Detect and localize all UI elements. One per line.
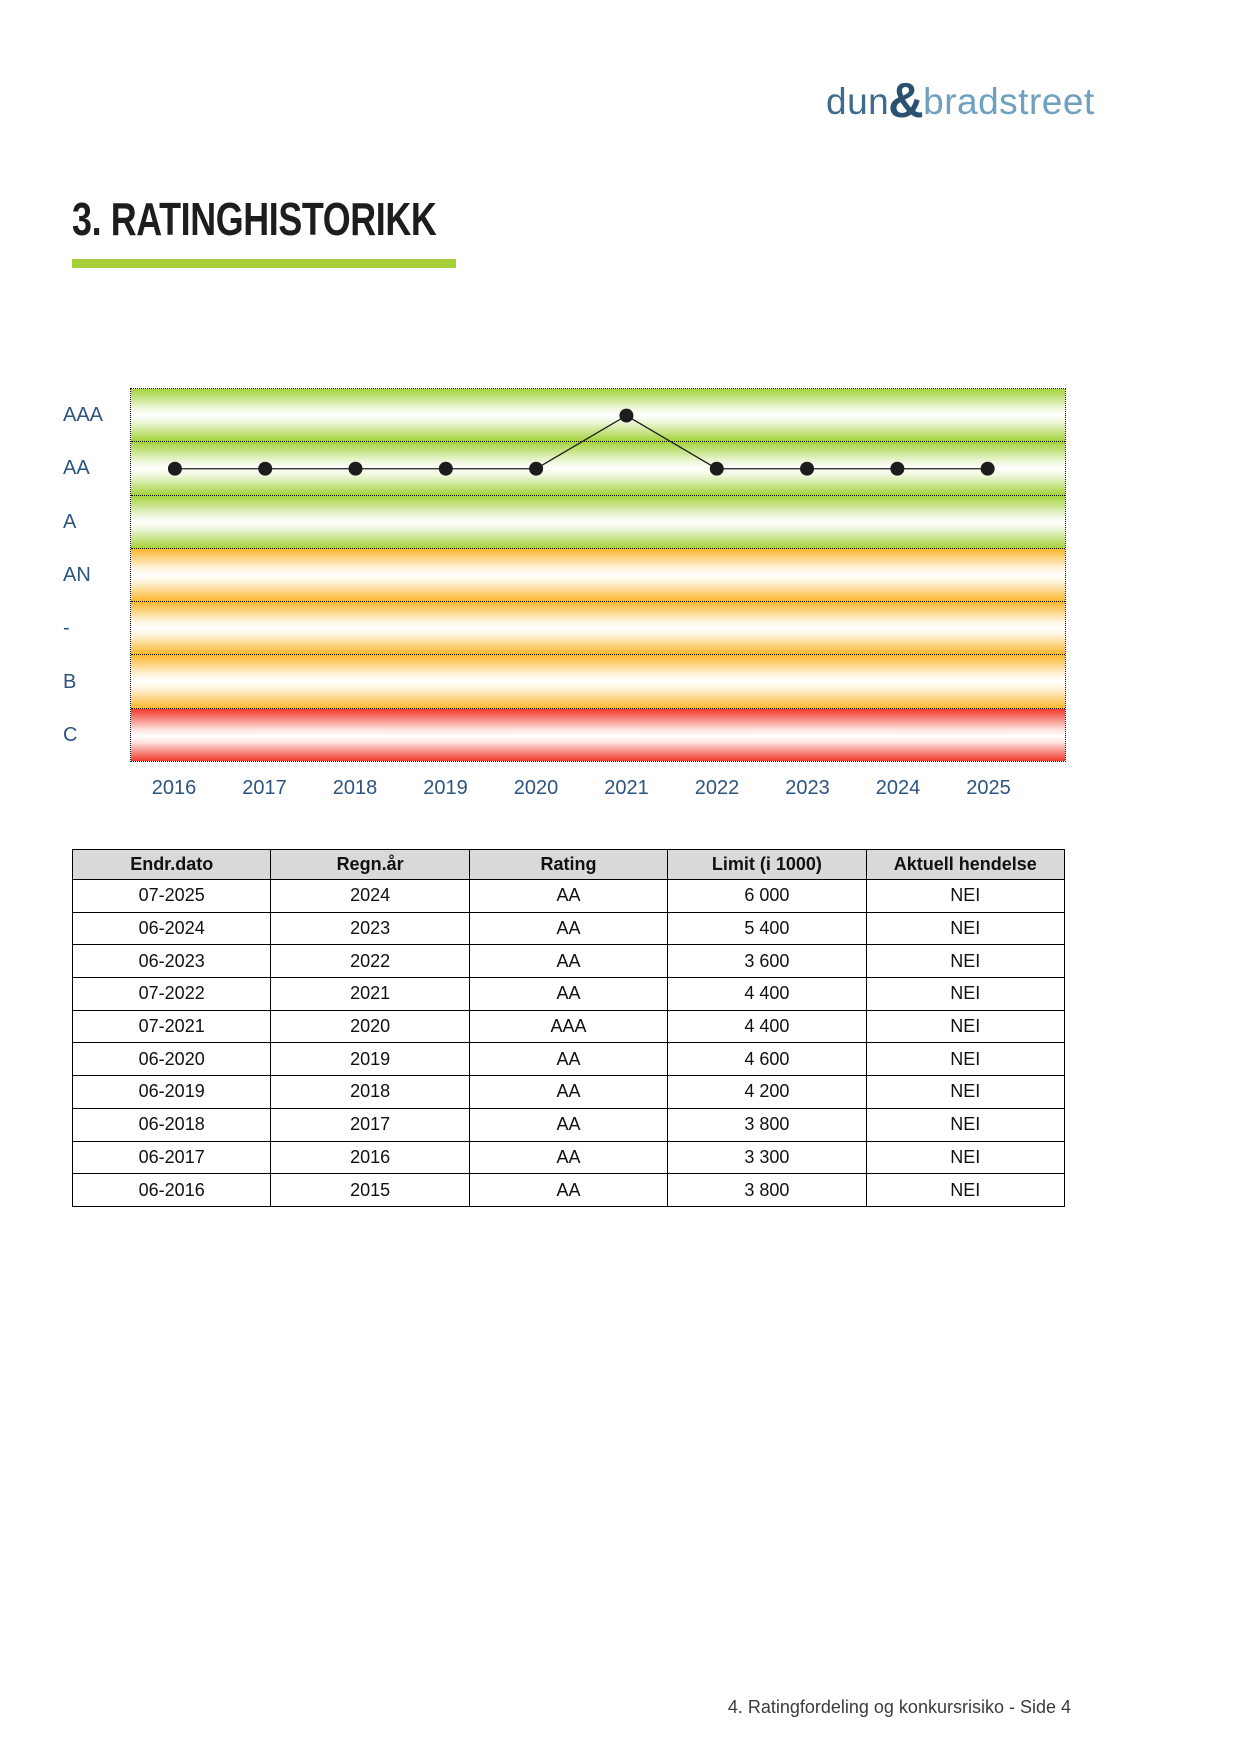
table-cell: AA bbox=[469, 1141, 667, 1174]
table-row bbox=[73, 978, 1065, 1011]
x-axis-label-2019: 2019 bbox=[423, 777, 468, 799]
logo-ampersand-icon: & bbox=[888, 74, 925, 128]
rating-history-chart bbox=[130, 388, 1066, 762]
table-cell: 3 800 bbox=[668, 1174, 866, 1207]
table-cell: AA bbox=[469, 880, 667, 913]
table-cell: NEI bbox=[866, 1076, 1064, 1109]
dun-bradstreet-logo bbox=[826, 72, 1095, 126]
table-row bbox=[73, 1141, 1065, 1174]
table-cell: 2019 bbox=[271, 1043, 469, 1076]
rating-point-2025 bbox=[981, 462, 995, 476]
table-header-cell: Regn.år bbox=[271, 850, 469, 880]
x-axis-label-2018: 2018 bbox=[332, 777, 378, 799]
table-body bbox=[73, 880, 1065, 1207]
table-row bbox=[73, 880, 1065, 913]
table-cell: 3 800 bbox=[668, 1108, 866, 1141]
y-axis-label-C: C bbox=[63, 724, 78, 747]
table-cell: AA bbox=[469, 912, 667, 945]
table-header bbox=[73, 850, 1065, 880]
rating-line bbox=[175, 416, 988, 469]
table-header-row bbox=[73, 850, 1065, 880]
table-cell: NEI bbox=[866, 978, 1064, 1011]
rating-point-2018 bbox=[349, 462, 363, 476]
table-cell: AAA bbox=[469, 1010, 667, 1043]
table-cell: NEI bbox=[866, 1174, 1064, 1207]
table-cell: NEI bbox=[866, 912, 1064, 945]
rating-point-2017 bbox=[258, 462, 272, 476]
chart-x-axis bbox=[130, 776, 1066, 802]
rating-point-2022 bbox=[710, 462, 724, 476]
table-cell: 2024 bbox=[271, 880, 469, 913]
table-cell: 06-2020 bbox=[73, 1043, 271, 1076]
table-cell: 06-2016 bbox=[73, 1174, 271, 1207]
table-cell: 06-2017 bbox=[73, 1141, 271, 1174]
page-footer: 4. Ratingfordeling og konkursrisiko - Side 4 bbox=[727, 1697, 1071, 1717]
rating-line-overlay bbox=[131, 389, 1065, 761]
table-header-cell: Endr.dato bbox=[73, 850, 271, 880]
table-cell: 2020 bbox=[271, 1010, 469, 1043]
table-cell: 2017 bbox=[271, 1108, 469, 1141]
table-cell: NEI bbox=[866, 880, 1064, 913]
table-row bbox=[73, 912, 1065, 945]
table-cell: 2021 bbox=[271, 978, 469, 1011]
x-axis-label-2025: 2025 bbox=[966, 777, 1011, 799]
table-cell: 3 300 bbox=[668, 1141, 866, 1174]
table-cell: NEI bbox=[866, 1010, 1064, 1043]
table-cell: NEI bbox=[866, 1108, 1064, 1141]
y-axis-label--: - bbox=[63, 617, 70, 640]
rating-point-2019 bbox=[439, 462, 453, 476]
table-cell: 4 600 bbox=[668, 1043, 866, 1076]
table-row bbox=[73, 1076, 1065, 1109]
table-cell: AA bbox=[469, 1076, 667, 1109]
logo-word-bradstreet: bradstreet bbox=[923, 81, 1095, 122]
table-cell: 2018 bbox=[271, 1076, 469, 1109]
table-cell: AA bbox=[469, 1174, 667, 1207]
table-cell: 4 200 bbox=[668, 1076, 866, 1109]
table-cell: 06-2023 bbox=[73, 945, 271, 978]
x-axis-label-2016: 2016 bbox=[151, 777, 197, 799]
table-cell: 06-2019 bbox=[73, 1076, 271, 1109]
table-header-cell: Aktuell hendelse bbox=[866, 850, 1064, 880]
table-cell: 5 400 bbox=[668, 912, 866, 945]
y-axis-label-AN: AN bbox=[63, 564, 91, 586]
table-cell: 6 000 bbox=[668, 880, 866, 913]
x-axis-label-2021: 2021 bbox=[604, 777, 649, 799]
rating-point-2023 bbox=[800, 462, 814, 476]
table-cell: 06-2024 bbox=[73, 912, 271, 945]
table-cell: AA bbox=[469, 1043, 667, 1076]
table-cell: 2015 bbox=[271, 1174, 469, 1207]
table-cell: NEI bbox=[866, 945, 1064, 978]
table-header-cell: Limit (i 1000) bbox=[668, 850, 866, 880]
table-cell: 4 400 bbox=[668, 1010, 866, 1043]
logo-word-dun: dun bbox=[826, 81, 890, 122]
table-cell: 2016 bbox=[271, 1141, 469, 1174]
table-cell: 2023 bbox=[271, 912, 469, 945]
table-cell: AA bbox=[469, 945, 667, 978]
table-cell: AA bbox=[469, 1108, 667, 1141]
table-row bbox=[73, 1108, 1065, 1141]
y-axis-label-B: B bbox=[63, 670, 77, 693]
title-underline bbox=[72, 259, 456, 268]
table-cell: NEI bbox=[866, 1043, 1064, 1076]
table-row bbox=[73, 1010, 1065, 1043]
rating-point-2021 bbox=[619, 409, 633, 423]
rating-point-2024 bbox=[890, 462, 904, 476]
table-cell: 07-2022 bbox=[73, 978, 271, 1011]
table-cell: 2022 bbox=[271, 945, 469, 978]
table-cell: 06-2018 bbox=[73, 1108, 271, 1141]
table-header-cell: Rating bbox=[469, 850, 667, 880]
x-axis-label-2017: 2017 bbox=[242, 777, 287, 799]
table-cell: 07-2025 bbox=[73, 880, 271, 913]
table-cell: 07-2021 bbox=[73, 1010, 271, 1043]
y-axis-label-AA: AA bbox=[63, 457, 90, 480]
rating-point-2016 bbox=[168, 462, 182, 476]
rating-history-table bbox=[72, 849, 1065, 1207]
x-axis-label-2020: 2020 bbox=[513, 777, 559, 799]
table-row bbox=[73, 1174, 1065, 1207]
table-cell: AA bbox=[469, 978, 667, 1011]
table-row bbox=[73, 1043, 1065, 1076]
y-axis-label-AAA: AAA bbox=[63, 403, 104, 426]
y-axis-label-A: A bbox=[63, 510, 77, 533]
chart-y-axis bbox=[63, 388, 125, 762]
table-row bbox=[73, 945, 1065, 978]
x-axis-label-2023: 2023 bbox=[785, 777, 830, 799]
x-axis-label-2024: 2024 bbox=[875, 777, 921, 799]
page-title: 3. RATINGHISTORIKK bbox=[72, 193, 437, 245]
rating-point-2020 bbox=[529, 462, 543, 476]
table-cell: NEI bbox=[866, 1141, 1064, 1174]
table-cell: 4 400 bbox=[668, 978, 866, 1011]
x-axis-label-2022: 2022 bbox=[694, 777, 740, 799]
table-cell: 3 600 bbox=[668, 945, 866, 978]
